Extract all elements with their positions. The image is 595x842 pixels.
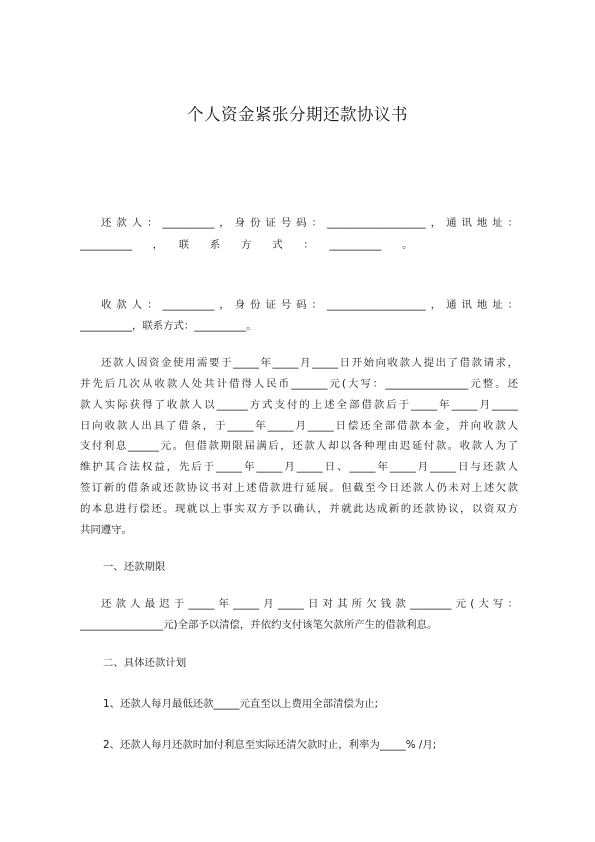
preamble-line: 支付利息______元。但借款期限届满后，还款人却以各种理由迟延付款。收款人为了 — [80, 440, 518, 452]
preamble-line: 日向收款人出具了借条，于_____年_____月_____日偿还全部借款本金，并向收款人 — [80, 420, 518, 432]
section1-line-2: ________________元)全部予以清偿，并依约支付该笔欠款所产生的借款利息。 — [80, 619, 438, 631]
plan-item-2: 2、还款人每月还款时加付利息至实际还清欠款时止，利率为_____% /月; — [103, 739, 437, 751]
document-title: 个人资金紧张分期还款协议书 — [187, 105, 408, 124]
receiver-line-2: __________，联系方式：__________。 — [80, 320, 257, 332]
preamble-line: 签订新的借条或还款协议书对上述借款进行延展。但截至今日还款人仍未对上述欠款 — [80, 482, 518, 494]
preamble-line: 款人实际获得了收款人以______方式支付的上述全部借款后于_____年_____月_____ — [80, 399, 518, 411]
preamble-line: 维护其合法权益，先后于_____年_____月_____日、_____年_____月_____日与还款人 — [80, 461, 518, 473]
repayer-line-1: 还款人：__________，身份证号码：___________________，通讯地址： — [101, 217, 518, 229]
section-heading-repayment-term: 一、还款期限 — [103, 561, 166, 573]
plan-item-1: 1、还款人每月最低还款_____元直至以上费用全部清偿为止; — [103, 698, 379, 710]
preamble-line: 共同遵守。 — [80, 524, 132, 536]
preamble-line: 的本息进行偿还。现就以上事实双方予以确认，并就此达成新的还款协议，以资双方 — [80, 503, 518, 515]
receiver-line-1: 收款人：__________，身份证号码：___________________，通讯地址： — [101, 299, 518, 311]
repayer-line-2: __________ ， 联 系 方 式 ： __________ 。 — [80, 239, 413, 251]
section1-line-1: 还款人最迟于_____年_____月_____日对其所欠钱款________元(大写： — [101, 598, 518, 610]
preamble-line: 并先后几次从收款人处共计借得人民币_______元(大写：________________元整。还 — [80, 378, 518, 390]
preamble-line: 还款人因资金使用需要于_____年_____月_____日开始向收款人提出了借款请求， — [101, 357, 518, 369]
section-heading-repayment-plan: 二、具体还款计划 — [103, 657, 187, 669]
